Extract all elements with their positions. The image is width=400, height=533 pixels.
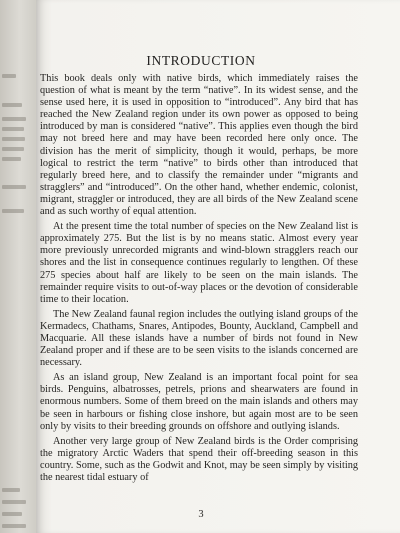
bleed-through-mark: [2, 185, 26, 189]
page-heading: INTRODUCTION: [146, 53, 256, 68]
paragraph: As an island group, New Zealand is an important focal point for sea birds. Penguins, albatrosses, petrels, prions and shearwaters are found in enormous numbers. Some of them breed on the main islands and others may be seen in harbours or fishing close inshore, but again most are to be seen only by visits to their breeding grounds on offshore and outlying islands.: [40, 372, 358, 432]
bleed-through-mark: [2, 524, 26, 528]
paragraph: Another very large group of New Zealand birds is the Order comprising the migratory Arctic Waders that spend their off-breeding season in this country. Some, such as the Godwit and Knot, may be seen simply by visiting the nearest tidal estuary of: [40, 435, 358, 483]
bleed-through-mark: [2, 147, 24, 151]
book-page: [36, 0, 400, 533]
page-number: 3: [198, 509, 204, 520]
bleed-through-mark: [2, 117, 26, 121]
bleed-through-mark: [2, 127, 24, 131]
paragraph: This book deals only with native birds, which immediately raises the question of what is meant by the term “native”. In its widest sense, and the sense used here, it is used in opposition to “introduced”. Any bird that has reached the New Zealand region under its own power as opposed to being introduced by man is considered “native”. This applies even though the bird may not breed here and may have been recorded here only once. The division has the merit of simplicity, though it would, perhaps, be more logical to restrict the term “native” to birds other than introduced that regularly breed here, and to classify the remainder under “migrants and stragglers” and “introduced”. On the other hand, whether endemic, colonist, migrant, straggler or introduced, they are all birds of the New Zealand scene and as such worthy of equal attention.: [40, 73, 358, 218]
bleed-through-mark: [2, 137, 25, 141]
paragraph: At the present time the total number of species on the New Zealand list is approximately 275. But the list is by no means static. Almost every year more previously unrecorded migrants and wind-blown stragglers reach our shores and the list in consequence continues regularly to lengthen. Of these 275 species about half are likely to be seen on the main islands. The remainder require visits to out-of-way places or the devotion of considerable time to their location.: [40, 221, 358, 305]
bleed-through-mark: [2, 157, 21, 161]
bleed-through-mark: [2, 103, 22, 107]
bleed-through-mark: [2, 488, 20, 492]
previous-page-edge: [0, 0, 36, 533]
bleed-through-mark: [2, 512, 22, 516]
paragraph: The New Zealand faunal region includes the outlying island groups of the Kermadecs, Chathams, Snares, Antipodes, Bounty, Auckland, Campbell and Macquarie. All these islands have a number of birds not found in New Zealand proper and if these are to be seen visits to the islands concerned are necessary.: [40, 308, 358, 369]
bleed-through-mark: [2, 209, 24, 213]
body-text: [40, 73, 358, 487]
bleed-through-mark: [2, 74, 16, 78]
bleed-through-mark: [2, 500, 26, 504]
